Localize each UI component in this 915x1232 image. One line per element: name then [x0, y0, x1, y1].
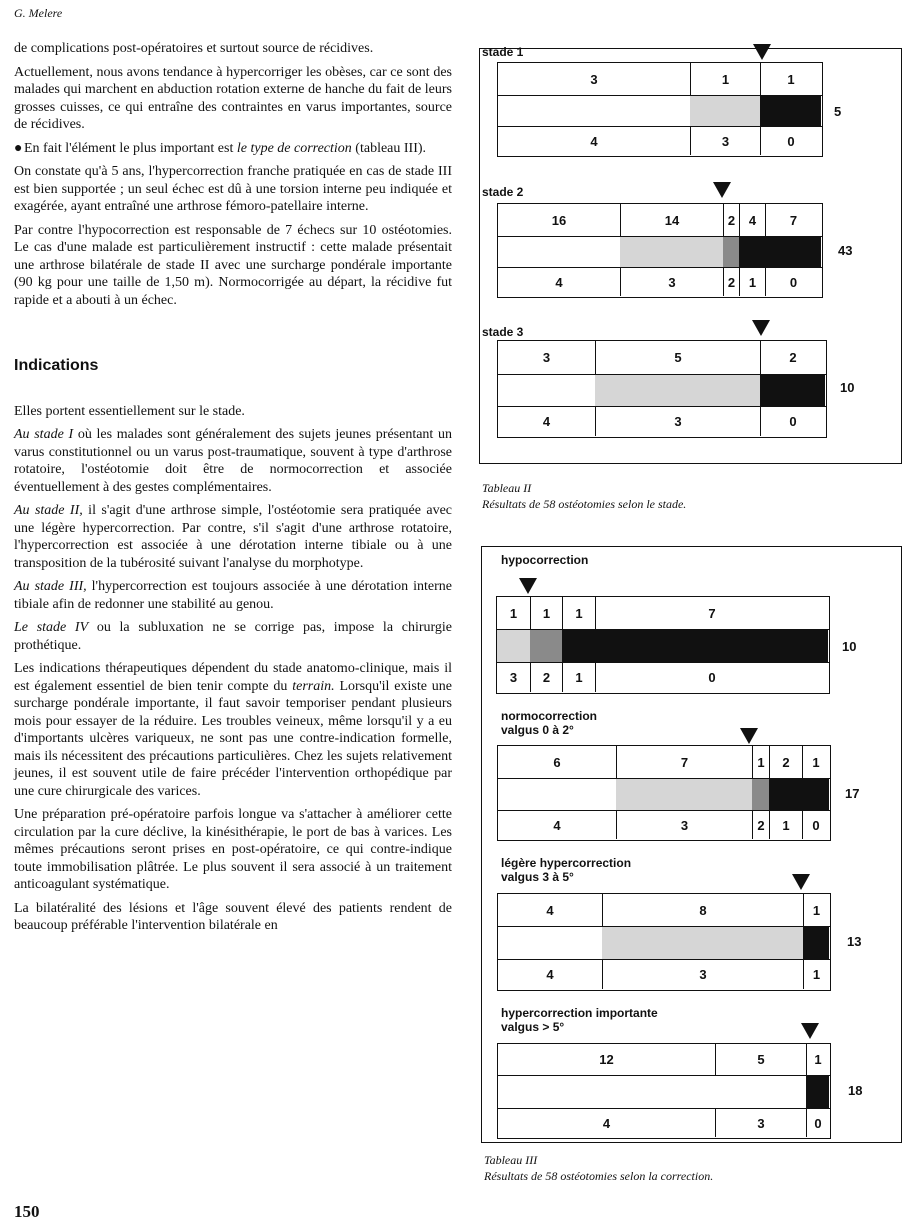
grid-cell: 2: [752, 811, 769, 839]
paragraph: Au stade I où les malades sont généralement des sujets jeunes présentant un varus constitutionnel ou un varus post-traumatique, souvent à type d'arthrose rotatoire, l'ostéotomie doit être de normocorrection et associée éventuellement à des gestes complémentaires.: [14, 427, 452, 495]
triangle-marker-icon: [753, 44, 771, 60]
grid-cell: 1: [562, 663, 595, 692]
block-label: stade 1: [482, 45, 524, 59]
fill-blank: [715, 1076, 806, 1108]
table-caption: Résultats de 58 ostéotomies selon le stade.: [482, 497, 687, 511]
block-sublabel: valgus > 5°: [501, 1020, 565, 1034]
grid-cell: 3: [620, 268, 723, 296]
fill-black: [769, 779, 829, 810]
results-grid-legere-hypercorrection: [497, 893, 831, 991]
paragraph: Le stade IV ou la subluxation ne se corrige pas, impose la chirurgie prothétique.: [14, 620, 453, 653]
grid-cell: 4: [739, 204, 765, 236]
grid-cell: 4: [546, 967, 554, 982]
fill-grey: [497, 630, 530, 662]
block-label: stade 3: [482, 325, 524, 339]
left-text-column: [14, 40, 452, 941]
fill-darkgrey: [723, 237, 739, 267]
grid-cell: 3: [715, 1109, 806, 1137]
grid-cell: 1: [562, 597, 595, 629]
grid-cell: 4: [602, 1115, 611, 1131]
grid-cell: 5: [715, 1044, 806, 1075]
grid-cell: 3: [590, 71, 598, 87]
row-total: 13: [847, 934, 862, 949]
grid-cell: 4: [553, 817, 561, 833]
block-label: stade 2: [482, 185, 524, 199]
row-total: 5: [834, 104, 842, 119]
row-total: 17: [845, 786, 860, 801]
table-caption-title: Tableau III: [484, 1153, 538, 1167]
grid-cell: 1: [739, 268, 765, 296]
grid-cell: 3: [616, 811, 752, 839]
fill-black: [806, 1076, 829, 1108]
grid-cell: 16: [551, 212, 567, 228]
results-grid-stade-2: [497, 203, 823, 298]
paragraph: de complications post-opératoires et surtout source de récidives.: [14, 41, 374, 56]
row-total: 10: [840, 380, 855, 395]
fill-blank: [498, 927, 602, 959]
block-label: hypocorrection: [501, 553, 589, 567]
grid-cell: 4: [555, 274, 563, 290]
grid-cell: 1: [769, 811, 802, 839]
fill-grey: [616, 779, 752, 810]
paragraph: Au stade II, il s'agit d'une arthrose simple, l'ostéotomie sera pratiquée avec une légère hypercorrection. Par contre, s'il s'agit d'une arthrose rotatoire, l'hypercorrection est associée à une dérotation interne tibiale ou à une transposition de la tubérosité suivant l'analyse du morphotype.: [14, 503, 452, 571]
fill-black: [739, 237, 821, 267]
block-sublabel: valgus 0 à 2°: [501, 723, 574, 737]
triangle-marker-icon: [801, 1023, 819, 1039]
fill-blank: [498, 1076, 715, 1108]
results-grid-stade-1: [497, 62, 823, 157]
results-grid-stade-3: [497, 340, 827, 438]
grid-cell: 2: [769, 746, 802, 778]
triangle-marker-icon: [792, 874, 810, 890]
grid-cell: 6: [553, 754, 561, 770]
grid-cell: 7: [765, 204, 821, 236]
table-caption-title: Tableau II: [482, 481, 532, 495]
triangle-marker-icon: [519, 578, 537, 594]
grid-cell: 7: [616, 746, 752, 778]
grid-cell: 3: [602, 960, 803, 989]
grid-cell: 1: [509, 605, 518, 621]
block-sublabel: valgus 3 à 5°: [501, 870, 574, 884]
grid-cell: 5: [595, 341, 760, 374]
grid-cell: 14: [620, 204, 723, 236]
paragraph: La bilatéralité des lésions et l'âge souvent élevé des patients rendent de beaucoup préférable l'intervention bilatérale en: [14, 900, 452, 933]
page-number: 150: [14, 1202, 40, 1221]
fill-blank: [498, 237, 620, 267]
grid-cell: 4: [590, 133, 598, 149]
grid-cell: 1: [806, 1044, 829, 1075]
grid-cell: 3: [690, 127, 760, 155]
results-grid-hypercorrection-importante: [497, 1043, 831, 1139]
fill-blank: [498, 779, 616, 810]
block-label: hypercorrection importante: [501, 1006, 658, 1020]
fill-grey: [595, 375, 760, 406]
grid-cell: 1: [752, 746, 769, 778]
row-total: 18: [848, 1083, 863, 1098]
grid-cell: 1: [802, 746, 829, 778]
grid-cell: 1: [530, 597, 562, 629]
grid-cell: 7: [595, 597, 828, 629]
fill-grey: [602, 927, 803, 959]
fill-blank: [498, 96, 690, 126]
results-grid-hypocorrection: [496, 596, 830, 694]
paragraph: Une préparation pré-opératoire parfois longue va s'attacher à améliorer cette circulation par la cure déclive, la kinésithérapie, le port de bas à varices. Les mêmes précautions seront prises en post-opératoire, ce qui contre-indique toute immobilisation plâtrée. Le plus souvent il sera associé à un traitement anticoagulant systématique.: [14, 807, 452, 892]
paragraph: Par contre l'hypocorrection est responsable de 7 échecs sur 10 ostéotomies. Le cas d'une malade est particulièrement instructif : cette malade présentait une arthrose bilatérale de stade II avec une surcharge pondérale importante (90 kg pour une taille de 1,50 m). Normocorrigée au départ, la récidive fut rapide et a abouti à un échec.: [14, 222, 452, 308]
paragraph: On constate qu'à 5 ans, l'hypercorrection franche pratiquée en cas de stade III est bien supportée ; un seul échec est dû à une torsion interne peu indiquée et exagérée, ayant entraîné une arthrose fémoro-patellaire interne.: [14, 164, 452, 214]
grid-cell: 3: [509, 670, 518, 685]
grid-cell: 1: [803, 960, 829, 989]
grid-cell: 1: [803, 894, 829, 926]
fill-black: [562, 630, 828, 662]
grid-cell: 0: [760, 407, 825, 436]
fill-black: [803, 927, 829, 959]
grid-cell: 2: [530, 663, 562, 692]
grid-cell: 2: [723, 268, 739, 296]
triangle-marker-icon: [713, 182, 731, 198]
grid-cell: 0: [760, 127, 821, 155]
paragraph: Elles portent essentiellement sur le stade.: [14, 403, 245, 419]
grid-cell: 2: [723, 204, 739, 236]
paragraph: Les indications thérapeutiques dépendent du stade anatomo-clinique, mais il est également essentiel de bien tenir compte du terrain. Lorsqu'il existe une surcharge pondérale importante, il faut savoir temporiser pendant plusieurs mois pour essayer de la réduire. Les troubles veineux, même lorsqu'il y a eu d'importants ulcères variqueux, ne sont pas une contre-indication formelle, mais ils nécessitent des précautions particulières. Chez les sujets relativement jeunes, il est souvent utile de faire précéder l'intervention orthopédique par une cure chirurgicale des varices.: [14, 661, 452, 799]
fill-darkgrey: [530, 630, 562, 662]
fill-grey: [690, 96, 760, 126]
section-heading: Indications: [14, 357, 99, 374]
triangle-marker-icon: [740, 728, 758, 744]
grid-cell: 0: [802, 811, 829, 839]
block-label: légère hypercorrection: [501, 856, 632, 870]
grid-cell: 3: [542, 350, 551, 365]
grid-cell: 4: [542, 414, 551, 429]
grid-cell: 1: [690, 63, 760, 95]
grid-cell: 2: [760, 341, 825, 374]
grid-cell: 1: [760, 63, 821, 95]
grid-cell: 3: [595, 407, 760, 436]
grid-cell: 0: [595, 663, 828, 692]
row-total: 43: [838, 243, 853, 258]
paragraph: ● En fait l'élément le plus important est le type de correction (tableau III).: [14, 140, 427, 156]
triangle-marker-icon: [752, 320, 770, 336]
running-header: G. Melere: [14, 6, 63, 20]
grid-cell: 12: [599, 1052, 614, 1067]
fill-black: [760, 375, 825, 406]
fill-darkgrey: [752, 779, 769, 810]
fill-black: [760, 96, 821, 126]
bullet-icon: ●: [14, 140, 23, 156]
grid-cell: 0: [806, 1109, 829, 1137]
table-caption: Résultats de 58 ostéotomies selon la correction.: [484, 1169, 714, 1183]
grid-cell: 0: [765, 268, 821, 296]
grid-cell: 4: [546, 902, 554, 918]
fill-blank: [498, 375, 595, 406]
paragraph: Actuellement, nous avons tendance à hypercorriger les obèses, car ce sont des malades qui marchent en abduction rotation externe de hanche du fait de leurs grosses cuisses, ce qui entraîne des contraintes en varus importantes, source de récidives.: [14, 64, 452, 132]
results-grid-normocorrection: [497, 745, 831, 841]
block-label: normocorrection: [501, 709, 598, 723]
fill-grey: [620, 237, 723, 267]
paragraph: Au stade III, l'hypercorrection est toujours associée à une dérotation interne tibiale afin de redonner une stabilité au genou.: [14, 579, 452, 612]
grid-cell: 8: [602, 894, 803, 926]
row-total: 10: [842, 639, 857, 654]
